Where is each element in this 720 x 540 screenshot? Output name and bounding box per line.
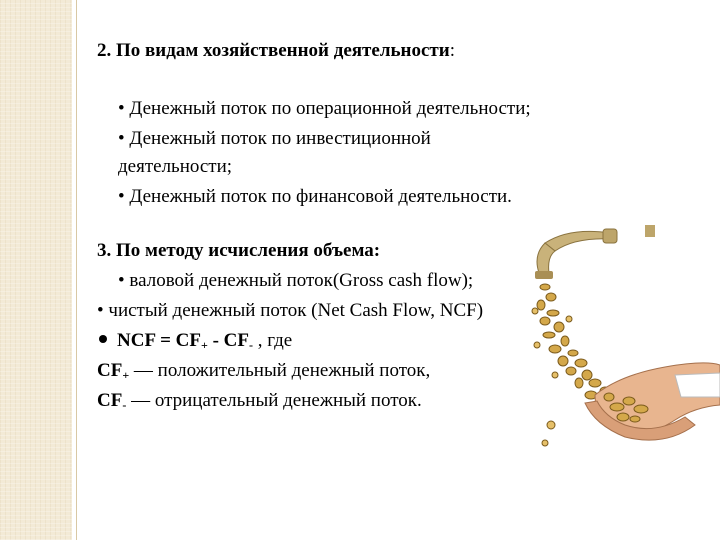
list-item: • чистый денежный поток (Net Cash Flow, NCF) xyxy=(97,300,484,321)
decorative-side-stripe xyxy=(0,0,72,540)
cf-minus-definition: $CF_-$ — отрицательный денежный поток. xyxy=(97,390,422,412)
section-3-heading: 3. По методу исчисления объема: xyxy=(97,240,381,261)
list-item: деятельности; xyxy=(118,156,233,177)
section-2-heading: 2. По видам хозяйственной деятельности: xyxy=(97,40,455,61)
list-item: • валовой денежный поток(Gross cash flow); xyxy=(118,270,474,291)
cf-plus-definition: $CF_+$ — положительный денежный поток, xyxy=(97,360,431,382)
faucet-coins-hands-icon xyxy=(525,225,720,465)
list-item: • Денежный поток по операционной деятельности; xyxy=(118,98,531,119)
bullet-icon xyxy=(99,335,107,343)
ncf-formula: NCF = $CF_+ - CF_-$ , где xyxy=(97,330,292,352)
side-divider-line xyxy=(76,0,77,540)
list-item: • Денежный поток по финансовой деятельности. xyxy=(118,186,512,207)
list-item: • Денежный поток по инвестиционной xyxy=(118,128,431,149)
